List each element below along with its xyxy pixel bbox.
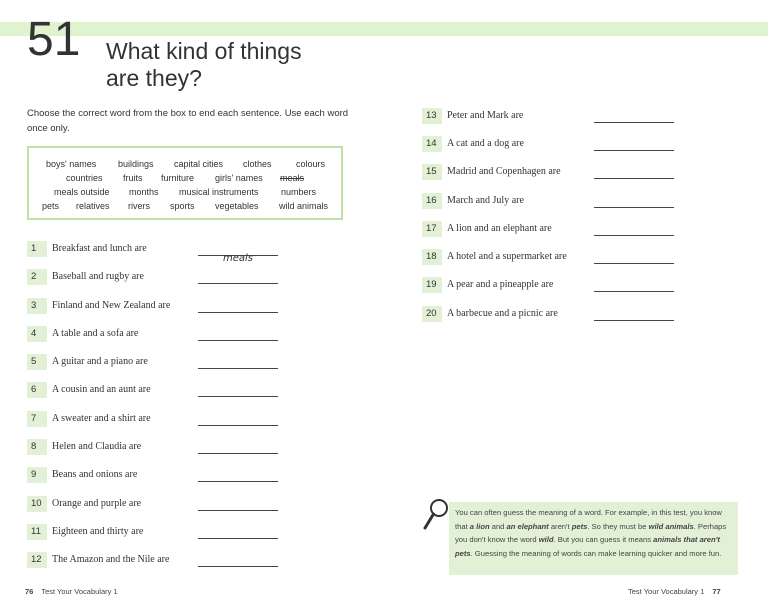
question-number: 8	[27, 439, 47, 455]
word-option: numbers	[281, 187, 317, 197]
word-option: clothes	[243, 159, 272, 169]
answer-text: meals	[222, 253, 253, 264]
question-number: 5	[27, 354, 47, 370]
question-16	[422, 193, 682, 215]
word-option: rivers	[128, 201, 150, 211]
word-option: boys' names	[46, 159, 97, 169]
word-option: vegetables	[215, 201, 259, 211]
question-14	[422, 136, 682, 158]
page-number-right: 77	[712, 587, 721, 596]
question-text: A table and a sofa are	[52, 328, 139, 339]
question-8	[27, 439, 287, 461]
question-text: A cousin and an aunt are	[52, 384, 151, 395]
answer-line[interactable]	[594, 263, 674, 264]
question-number: 19	[422, 277, 442, 293]
question-17	[422, 221, 682, 243]
question-text: Madrid and Copenhagen are	[447, 166, 561, 177]
answer-line[interactable]	[594, 320, 674, 321]
question-11	[27, 524, 287, 546]
answer-line[interactable]	[594, 122, 674, 123]
word-option: colours	[296, 159, 326, 169]
question-text: Eighteen and thirty are	[52, 526, 144, 537]
footer-right	[628, 587, 721, 596]
question-number: 14	[422, 136, 442, 152]
question-text: A cat and a dog are	[447, 138, 524, 149]
answer-line[interactable]	[594, 150, 674, 151]
word-option: meals outside	[54, 187, 110, 197]
question-number: 11	[27, 524, 47, 540]
tip-box	[449, 502, 738, 575]
question-text: A hotel and a supermarket are	[447, 251, 567, 262]
question-18	[422, 249, 682, 271]
question-text: A guitar and a piano are	[52, 356, 148, 367]
word-option-used: meals	[280, 173, 305, 183]
answer-line[interactable]	[594, 291, 674, 292]
question-text: March and July are	[447, 195, 524, 206]
question-number: 15	[422, 164, 442, 180]
question-number: 7	[27, 411, 47, 427]
answer-line[interactable]	[198, 283, 278, 284]
word-option: relatives	[76, 201, 110, 211]
question-number: 17	[422, 221, 442, 237]
question-number: 20	[422, 306, 442, 322]
question-text: Orange and purple are	[52, 498, 142, 509]
question-number: 16	[422, 193, 442, 209]
question-number: 6	[27, 382, 47, 398]
word-option: wild animals	[279, 201, 329, 211]
answer-line[interactable]	[198, 396, 278, 397]
answer-line[interactable]	[198, 253, 278, 264]
word-option: musical instruments	[179, 187, 259, 197]
answer-line[interactable]	[198, 453, 278, 454]
answer-line[interactable]	[198, 425, 278, 426]
question-text: Breakfast and lunch are	[52, 243, 147, 254]
unit-number: 51	[27, 13, 81, 66]
question-6	[27, 382, 287, 404]
question-number: 12	[27, 552, 47, 568]
unit-title-line-2: are they?	[106, 65, 202, 91]
word-box	[27, 146, 343, 220]
footer-left	[25, 587, 118, 596]
word-option: girls' names	[215, 173, 263, 183]
answer-line[interactable]	[594, 178, 674, 179]
question-text: Beans and onions are	[52, 469, 138, 480]
word-option: buildings	[118, 159, 154, 169]
header-accent-band	[0, 22, 768, 36]
question-text: A pear and a pineapple are	[447, 279, 554, 290]
answer-line[interactable]	[198, 566, 278, 567]
question-number: 2	[27, 269, 47, 285]
word-option: furniture	[161, 173, 195, 183]
question-number: 10	[27, 496, 47, 512]
word-option: sports	[170, 201, 195, 211]
question-text: Baseball and rugby are	[52, 271, 144, 282]
question-text: A sweater and a shirt are	[52, 413, 151, 424]
footer-book-title-right: Test Your Vocabulary 1	[628, 587, 705, 596]
question-text: Peter and Mark are	[447, 110, 524, 121]
magnifier-icon	[421, 497, 451, 531]
word-option: months	[129, 187, 159, 197]
answer-line[interactable]	[198, 368, 278, 369]
question-7	[27, 411, 287, 433]
question-13	[422, 108, 682, 130]
word-option: pets	[42, 201, 60, 211]
question-20	[422, 306, 682, 328]
question-5	[27, 354, 287, 376]
question-text: Finland and New Zealand are	[52, 300, 171, 311]
word-option: countries	[66, 173, 103, 183]
answer-line[interactable]	[198, 538, 278, 539]
question-text: A barbecue and a picnic are	[447, 308, 558, 319]
question-number: 4	[27, 326, 47, 342]
question-12	[27, 552, 287, 574]
page-number-left: 76	[25, 587, 34, 596]
answer-line[interactable]	[198, 340, 278, 341]
word-option: fruits	[123, 173, 143, 183]
question-4	[27, 326, 287, 348]
footer-book-title-left: Test Your Vocabulary 1	[41, 587, 118, 596]
question-number: 1	[27, 241, 47, 257]
tip-text: You can often guess the meaning of a word. For example, in this test, you know that a lion and an elephant aren't pets. So they must be wild animals. Perhaps you don't know the word wild. But you can guess it means animals that aren't pets. Guessing the meaning of words can make learning quicker and more fun.	[455, 508, 727, 558]
question-3	[27, 298, 287, 320]
question-text: Helen and Claudia are	[52, 441, 142, 452]
question-2	[27, 269, 287, 291]
instructions: Choose the correct word from the box to end each sentence. Use each word once only.	[27, 108, 349, 134]
question-number: 3	[27, 298, 47, 314]
answer-line[interactable]	[198, 510, 278, 511]
question-19	[422, 277, 682, 299]
answer-line[interactable]	[198, 312, 278, 313]
word-option: capital cities	[174, 159, 224, 169]
question-9	[27, 467, 287, 489]
question-1	[27, 241, 287, 263]
question-text: A lion and an elephant are	[447, 223, 552, 234]
question-10	[27, 496, 287, 518]
unit-title-line-1: What kind of things	[106, 38, 302, 64]
answer-line[interactable]	[198, 481, 278, 482]
question-text: The Amazon and the Nile are	[52, 554, 170, 565]
question-number: 13	[422, 108, 442, 124]
question-number: 18	[422, 249, 442, 265]
question-15	[422, 164, 682, 186]
answer-line[interactable]	[594, 207, 674, 208]
answer-line[interactable]	[594, 235, 674, 236]
unit-title	[106, 38, 302, 92]
question-number: 9	[27, 467, 47, 483]
